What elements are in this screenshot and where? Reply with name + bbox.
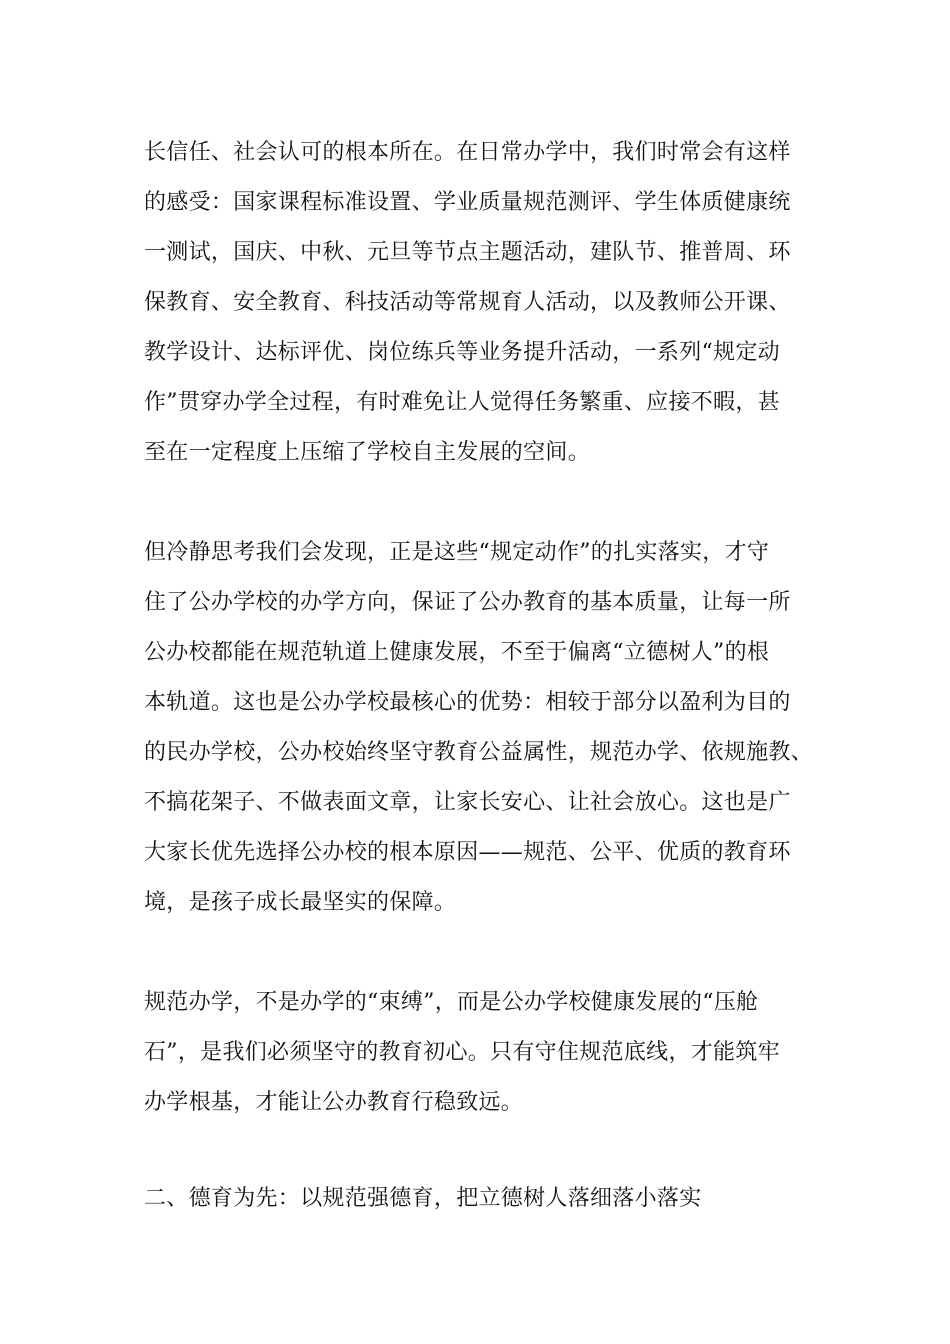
text-line: 境，是孩子成长最坚实的保障。 (144, 890, 457, 915)
text-line: 作”贯穿办学全过程，有时难免让人觉得任务繁重、应接不暇，甚 (144, 390, 780, 415)
text-line: 住了公办学校的办学方向，保证了公办教育的基本质量，让每一所 (144, 590, 791, 615)
text-line: 的民办学校，公办校始终坚守教育公益属性，规范办学、依规施教、 (144, 740, 814, 765)
text-line: 规范办学，不是办学的“束缚”，而是公办学校健康发展的“压舱 (144, 990, 759, 1015)
text-line: 办学根基，才能让公办教育行稳致远。 (144, 1090, 524, 1115)
text-line: 教学设计、达标评优、岗位练兵等业务提升活动，一系列“规定动 (144, 340, 780, 365)
text-line: 的感受：国家课程标准设置、学业质量规范测评、学生体质健康统 (144, 190, 791, 215)
text-line: 保教育、安全教育、科技活动等常规育人活动，以及教师公开课、 (144, 290, 791, 315)
text-line: 石”，是我们必须坚守的教育初心。只有守住规范底线，才能筑牢 (144, 1040, 780, 1065)
text-line: 不搞花架子、不做表面文章，让家长安心、让社会放心。这也是广 (144, 790, 791, 815)
heading-line: 二、德育为先：以规范强德育，把立德树人落细落小落实 (144, 1186, 702, 1211)
text-line: 至在一定程度上压缩了学校自主发展的空间。 (144, 440, 591, 465)
text-line: 大家长优先选择公办校的根本原因——规范、公平、优质的教育环 (144, 840, 791, 865)
text-line: 一测试，国庆、中秋、元旦等节点主题活动，建队节、推普周、环 (144, 240, 791, 265)
text-line: 但冷静思考我们会发现，正是这些“规定动作”的扎实落实，才守 (144, 540, 770, 565)
text-line: 长信任、社会认可的根本所在。在日常办学中，我们时常会有这样 (144, 140, 791, 165)
text-line: 本轨道。这也是公办学校最核心的优势：相较于部分以盈利为目的 (144, 690, 791, 715)
text-line: 公办校都能在规范轨道上健康发展，不至于偏离“立德树人”的根 (144, 640, 770, 665)
